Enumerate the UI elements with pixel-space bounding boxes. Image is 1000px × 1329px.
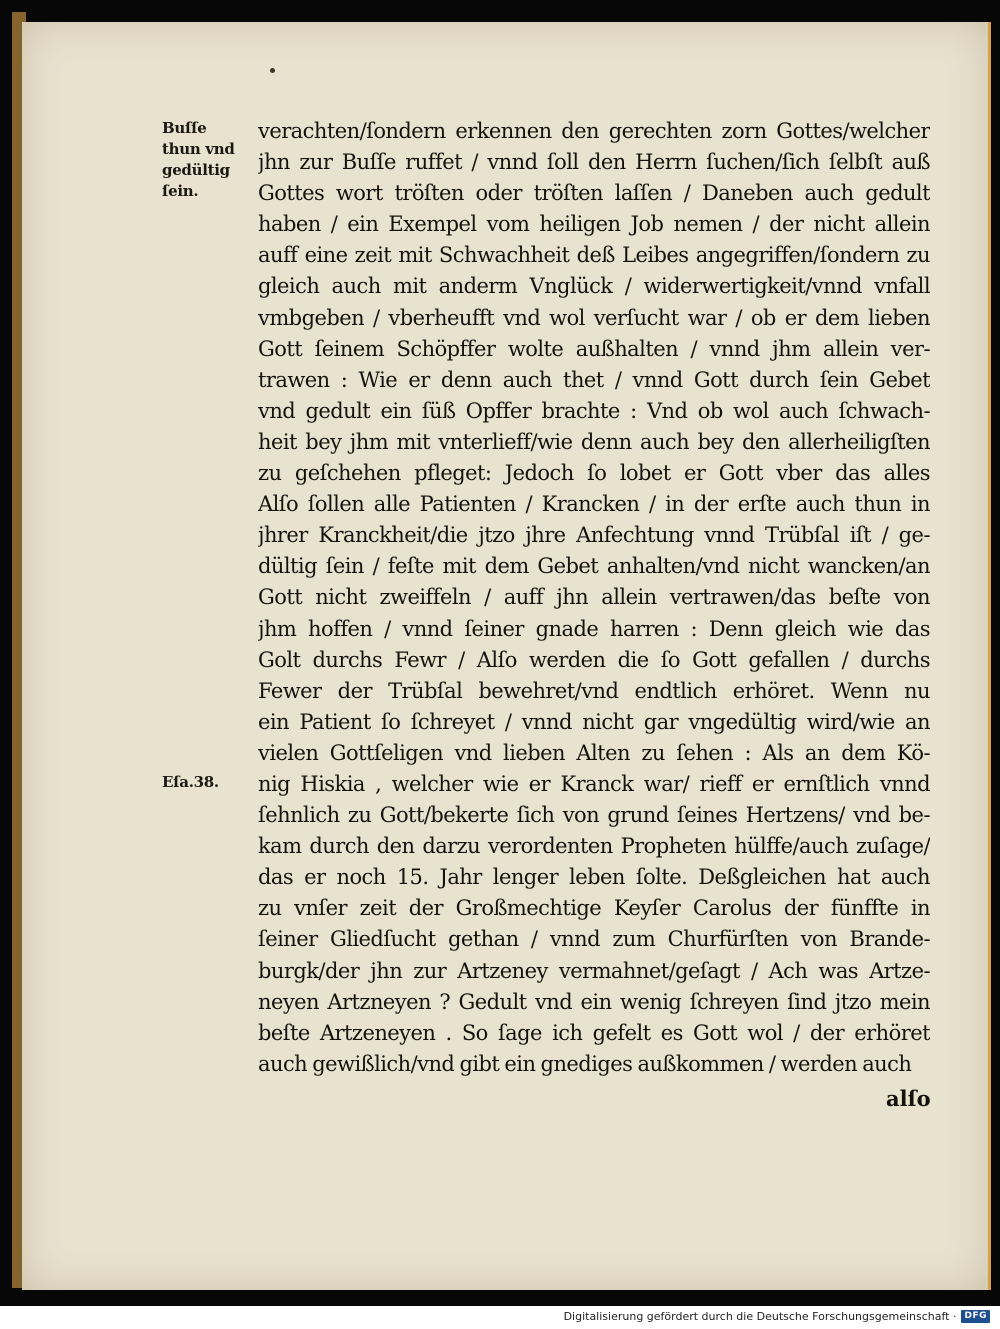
text-line: gleich auch mit anderm Vnglück / widerwertigkeit/vnnd vnfall xyxy=(258,274,930,299)
text-line: jhn zur Buſſe ruffet / vnnd ſoll den Herrn ſuchen/ſich ſelbſt auß xyxy=(258,150,930,175)
text-line: jhrer Kranckheit/die jtzo jhre Anfechtung vnnd Trübſal iſt / ge- xyxy=(258,523,930,548)
body-text xyxy=(258,116,930,1080)
text-line: das er noch 15. Jahr lenger leben ſolte. Deßgleichen hat auch xyxy=(258,865,930,890)
text-line: haben / ein Exempel vom heiligen Job nemen / der nicht allein xyxy=(258,212,930,237)
text-line: heit bey jhm mit vnterlieff/wie denn auch bey den allerheiligſten xyxy=(258,429,930,454)
text-line: Gottes wort tröſten oder tröſten laſſen / Daneben auch gedult xyxy=(258,181,930,206)
text-line: ſehnlich zu Gott/bekerte ſich von grund ſeines Hertzens/ vnd be- xyxy=(258,803,930,828)
text-line: Fewer der Trübſal bewehret/vnd endtlich erhöret. Wenn nu xyxy=(258,678,930,703)
text-line: auch gewißlich/vnd gibt ein gnediges außkommen / werden auch xyxy=(258,1051,912,1076)
text-line: vnd gedult ein ſüß Opffer brachte : Vnd ob wol auch ſchwach- xyxy=(258,398,930,423)
text-line: auff eine zeit mit Schwachheit deß Leibes angegriffen/ſondern zu xyxy=(258,243,930,268)
text-line: ſeiner Gliedſucht gethan / vnnd zum Churfürſten von Brande- xyxy=(258,927,930,952)
dfg-logo: DFG xyxy=(961,1310,990,1323)
margin-note-esa: Eſa.38. xyxy=(162,773,219,791)
text-line: ein Patient ſo ſchreyet / vnnd nicht gar vngedültig wird/wie an xyxy=(258,709,930,734)
catchword: alſo xyxy=(886,1086,931,1111)
text-line: nig Hiskia , welcher wie er Kranck war/ rieff er ernſtlich vnnd xyxy=(258,771,930,796)
text-line: dültig ſein / feſte mit dem Gebet anhalten/vnd nicht wancken/an xyxy=(258,554,930,579)
footer-credit xyxy=(564,1307,990,1325)
text-line: zu geſchehen pfleget: Jedoch ſo lobet er Gott vber das alles xyxy=(258,461,930,486)
text-line: Gott nicht zweiffeln / auff jhn allein vertrawen/das beſte von xyxy=(258,585,930,610)
text-line: neyen Artzneyen ? Gedult vnd ein wenig ſchreyen ſind jtzo mein xyxy=(258,989,930,1014)
footer-text: Digitalisierung gefördert durch die Deutsche Forschungsgemeinschaft · xyxy=(563,1309,957,1323)
text-line: Alſo ſollen alle Patienten / Krancken / in der erſte auch thun in xyxy=(258,492,930,517)
text-line: Gott ſeinem Schöpffer wolte außhalten / vnnd jhm allein ver- xyxy=(258,336,930,361)
text-line: trawen : Wie er denn auch thet / vnnd Gott durch ſein Gebet xyxy=(258,367,930,392)
text-line: Golt durchs Fewr / Alſo werden die ſo Gott gefallen / durchs xyxy=(258,647,930,672)
text-line: beſte Artzeneyen . So ſage ich gefelt es Gott wol / der erhöret xyxy=(258,1020,930,1045)
text-line: verachten/ſondern erkennen den gerechten zorn Gottes/welcher xyxy=(258,119,930,143)
ink-speck xyxy=(270,68,275,73)
text-line: vielen Gottſeligen vnd lieben Alten zu ſehen : Als an dem Kö- xyxy=(258,740,930,765)
margin-note-busse: Buſſe thun vnd gedültig ſein. xyxy=(162,119,235,200)
text-line: zu vnſer zeit der Großmechtige Keyſer Carolus der fünffte in xyxy=(258,896,930,921)
text-line: burgk/der jhn zur Artzeney vermahnet/geſagt / Ach was Artze- xyxy=(258,958,930,983)
text-line: vmbgeben / vberheufft vnd wol verſucht war / ob er dem lieben xyxy=(258,305,930,330)
text-line: kam durch den darzu verordenten Propheten hülffe/auch zuſage/ xyxy=(258,834,930,859)
text-line: jhm hoffen / vnnd ſeiner gnade harren : Denn gleich wie das xyxy=(258,616,930,641)
